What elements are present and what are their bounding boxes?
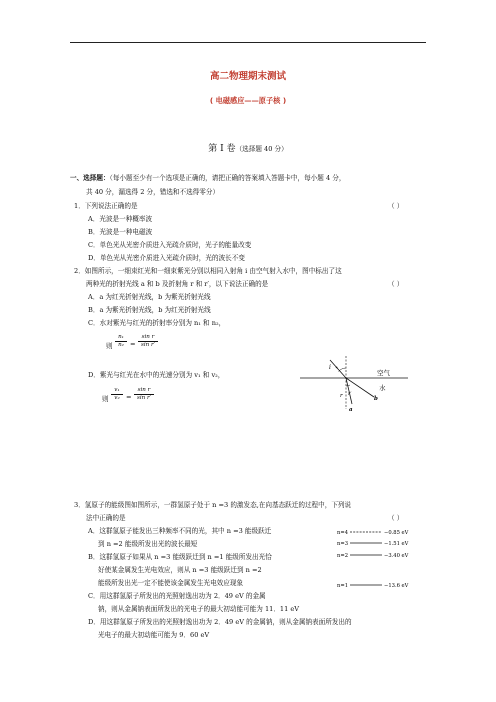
formula-d-prefix: 则 <box>102 395 109 403</box>
option-c: C．水对紫光与红光的折射率分别为 n₁ 和 n₂， <box>88 319 226 327</box>
option-b: B．这群氢原子如果从 n =3 能级跃迁到 n =1 能级所发出光恰 <box>88 553 272 561</box>
level-energy-1: −13.6 eV <box>384 583 409 589</box>
question-1-stem: 1．下列说法正确的是 <box>74 202 138 210</box>
label-i: i <box>329 364 331 371</box>
level-n-2: n=2 <box>337 553 348 559</box>
refraction-figure <box>294 355 418 417</box>
level-energy-3: −1.51 eV <box>384 541 409 547</box>
formula-c-rhs: $\frac{\text{sin r}}{\text{sin r′}}$ <box>138 334 158 349</box>
option-a: A．a 为红光折射光线，b 为紫光折射光线 <box>88 293 211 301</box>
label-r: r <box>340 393 343 399</box>
level-n-4: n=4 <box>337 530 348 536</box>
equals-sign: = <box>126 393 132 401</box>
label-water: 水 <box>379 384 386 392</box>
equals-sign: = <box>130 340 136 348</box>
option-a-cont: 到 n =2 能级所发出光的波长最短 <box>98 540 198 548</box>
option-c-cont: 钠，则从金属钠表面所发出的光电子的最大初动能可能为 11．11 eV <box>98 605 300 613</box>
top-rule <box>70 42 426 43</box>
page-title: 高二物理期末测试 <box>209 71 286 82</box>
option-d: D．紫光与红光在水中的光速分别为 v₁ 和 v₂， <box>88 371 225 379</box>
question-2-stem-line-2: 两种光的折射光线 a 和 b 及折射角 r 和 r′，以下说法正确的是 <box>86 280 269 288</box>
formula-c-lhs: $\frac{\text{n₁}}{\text{n₂}}$ <box>115 334 127 349</box>
energy-level-diagram <box>336 526 426 592</box>
question-3-stem-line-2: 法中正确的是 <box>86 514 126 522</box>
instructions-line-2: 共 40 分，漏选得 2 分，错选和不选得零分） <box>86 188 220 196</box>
section-instructions <box>70 172 345 182</box>
label-a: a <box>349 407 353 413</box>
option-b-cont: 能级所发出光一定不能使该金属发生光电效应现象 <box>98 579 244 587</box>
formula-d-rhs: $\frac{\text{sin r}}{\text{sin r′}}$ <box>134 387 154 402</box>
answer-bracket: （ ） <box>388 514 404 522</box>
level-n-3: n=3 <box>337 541 348 547</box>
level-energy-4: −0.85 eV <box>384 530 409 536</box>
part-label: 第 I 卷 <box>208 144 236 154</box>
label-air: 空气 <box>377 369 390 377</box>
part-note: （选择题 40 分） <box>235 145 288 153</box>
question-number: 1． <box>74 202 85 210</box>
option-b: B．a 为紫光折射光线，b 为红光折射光线 <box>88 306 211 314</box>
formula-d-lhs: $\frac{\text{v₁}}{\text{v₂}}$ <box>111 387 123 402</box>
instructions-line-1: （每小题至少有一个选项是正确的，请把正确的答案填入答题卡中，每小题 4 分， <box>109 174 346 182</box>
option-c: C．单色光从光密介质进入光疏介质时，光子的能量改变 <box>88 241 252 249</box>
option-a: A．这群氢原子能发出三种频率不同的光，其中 n =3 能级跃迁 <box>88 527 272 535</box>
label-r-prime: r′ <box>348 391 352 397</box>
level-n-1: n=1 <box>337 583 348 589</box>
section-label: 一、选择题： <box>70 174 110 182</box>
option-b: B．光波是一种电磁波 <box>88 228 153 236</box>
level-energy-2: −3.40 eV <box>384 553 409 559</box>
option-d: D．用这群氢原子所发出的光照射逸出功为 2．49 eV 的金属钠，则从金属钠表面所发出的 <box>88 618 352 626</box>
option-b-cont: 好使某金属发生光电效应，则从 n =3 能级跃迁到 n =2 <box>98 566 262 574</box>
option-c: C．用这群氢原子所发出的光照射逸出功为 2．49 eV 的金属 <box>88 592 266 600</box>
answer-bracket: （ ） <box>388 280 404 288</box>
option-a: A．光波是一种概率波 <box>88 215 153 223</box>
page-subtitle: ( 电磁感应——原子核 ) <box>209 96 287 105</box>
answer-bracket: （ ） <box>388 202 404 210</box>
option-d-cont: 光电子的最大初动能可能为 9．60 eV <box>98 631 210 639</box>
question-2-stem-line-1: 2．如图所示，一细束红光和一细束紫光分别以相同入射角 i 由空气射入水中，图中标出了这 <box>74 267 342 275</box>
label-b: b <box>374 396 378 402</box>
formula-c-prefix: 则 <box>106 342 113 350</box>
question-number: 2． <box>74 267 85 275</box>
question-number: 3． <box>74 501 85 509</box>
question-3-stem-line-1: 3．氢原子的能级图如图所示，一群氢原子处于 n =3 的激发态,在向基态跃迁的过程中，下列说 <box>74 501 352 509</box>
option-d: D．单色光从光密介质进入光疏介质时，光的波长不变 <box>88 254 245 262</box>
part-heading <box>0 141 496 154</box>
